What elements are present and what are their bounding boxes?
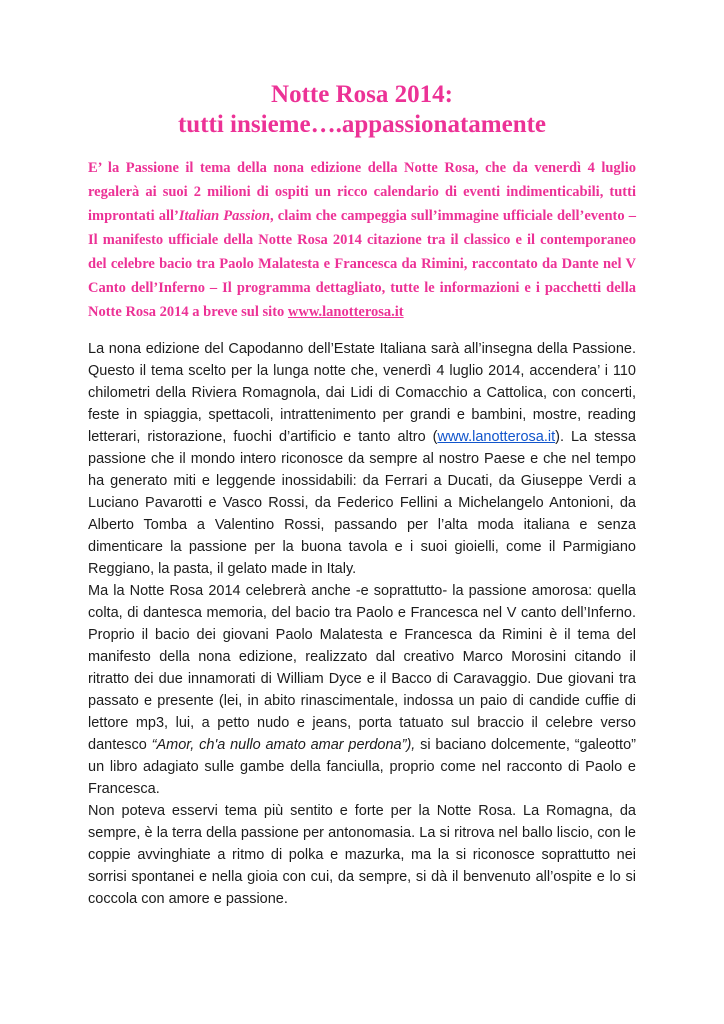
body-text-segment: Non poteva esservi tema più sentito e forte per la Notte Rosa. La Romagna, da sempre, è la terra della passione per antonomasia. La si ritrova nel ballo liscio, con le coppie avvinghiate a ritmo di polka e mazurka, ma la si riconosce soprattutto nei sorrisi spontanei e nella gioia con cui, da sempre, si dà il benvenuto all’ospite e lo si coccola con amore e passione. bbox=[88, 803, 636, 907]
body-paragraph-1 bbox=[88, 338, 636, 580]
title-line-2: tutti insieme….appassionatamente bbox=[177, 111, 547, 138]
lanotterosa-link-intro[interactable]: www.lanotterosa.it bbox=[287, 304, 404, 320]
body-paragraph-2 bbox=[88, 580, 636, 800]
body-text-segment: Ma la Notte Rosa 2014 celebrerà anche -e soprattutto- la passione amorosa: quella colta, di dantesca memoria, del bacio tra Paolo e Francesca nel V canto dell’Inferno. Proprio il bacio dei giovani Paolo Malatesta e Francesca da Rimini è il tema del manifesto della nona edizione, realizzato dal creativo Marco Morosini citando il ritratto dei due innamorati di William Dyce e il Bacco di Caravaggio. Due giovani tra passato e presente (lei, in abito rinascimentale, indossa un paio di candide cuffie di lettore mp3, lui, a petto nudo e jeans, porta tatuato sul braccio il celebre verso dantesco bbox=[88, 583, 636, 753]
body-text-segment: si baciano dolcemente, “galeotto” un libro adagiato sulle gambe della fanciulla, proprio come nel racconto di Paolo e Francesca. bbox=[88, 737, 636, 797]
body-paragraph-3 bbox=[88, 800, 636, 910]
title-line-1: Notte Rosa 2014: bbox=[271, 81, 453, 108]
lanotterosa-link-body[interactable]: www.lanotterosa.it bbox=[437, 429, 556, 445]
body-text-segment: ). La stessa passione che il mondo intero riconosce da sempre al nostro Paese e che nel tempo ha generato miti e leggende inossidabili: da Ferrari a Ducati, da Giuseppe Verdi a Luciano Pavarotti e Vasco Rossi, da Federico Fellini a Michelangelo Antonioni, da Alberto Tomba a Valentino Rossi, passando per l’alta moda italiana e senza dimenticare la passione per la buona tavola e i suoi gioielli, come il Parmigiano Reggiano, la pasta, il gelato made in Italy. bbox=[88, 429, 636, 577]
dante-quote-italic: “Amor, ch'a nullo amato amar perdona”), bbox=[151, 737, 416, 753]
intro-text-segment: , claim che campeggia sull’immagine ufficiale dell’evento – Il manifesto ufficiale della Notte Rosa 2014 citazione tra il classico e il contemporaneo del celebre bacio tra Paolo Malatesta e Francesca da Rimini, raccontato da Dante nel V Canto dell’Inferno – Il programma dettagliato, tutte le informazioni e i pacchetti della Notte Rosa 2014 a breve sul sito bbox=[88, 208, 637, 320]
intro-paragraph bbox=[88, 156, 636, 324]
document-title bbox=[88, 80, 636, 140]
intro-text-segment: E’ la Passione il tema della nona edizione della Notte Rosa, che da venerdì 4 luglio regalerà ai suoi 2 milioni di ospiti un ricco calendario di eventi indimenticabili, tutti improntati all’ bbox=[88, 160, 636, 224]
intro-italic-claim: Italian Passion bbox=[178, 208, 271, 224]
body-text-segment: La nona edizione del Capodanno dell’Estate Italiana sarà all’insegna della Passione. Questo il tema scelto per la lunga notte che, venerdì 4 luglio 2014, accendera’ i 110 chilometri della Riviera Romagnola, dai Lidi di Comacchio a Cattolica, con concerti, feste in spiaggia, spettacoli, intrattenimento per grandi e bambini, mostre, reading letterari, ristorazione, fuochi d’artificio e tanto altro ( bbox=[88, 341, 636, 445]
